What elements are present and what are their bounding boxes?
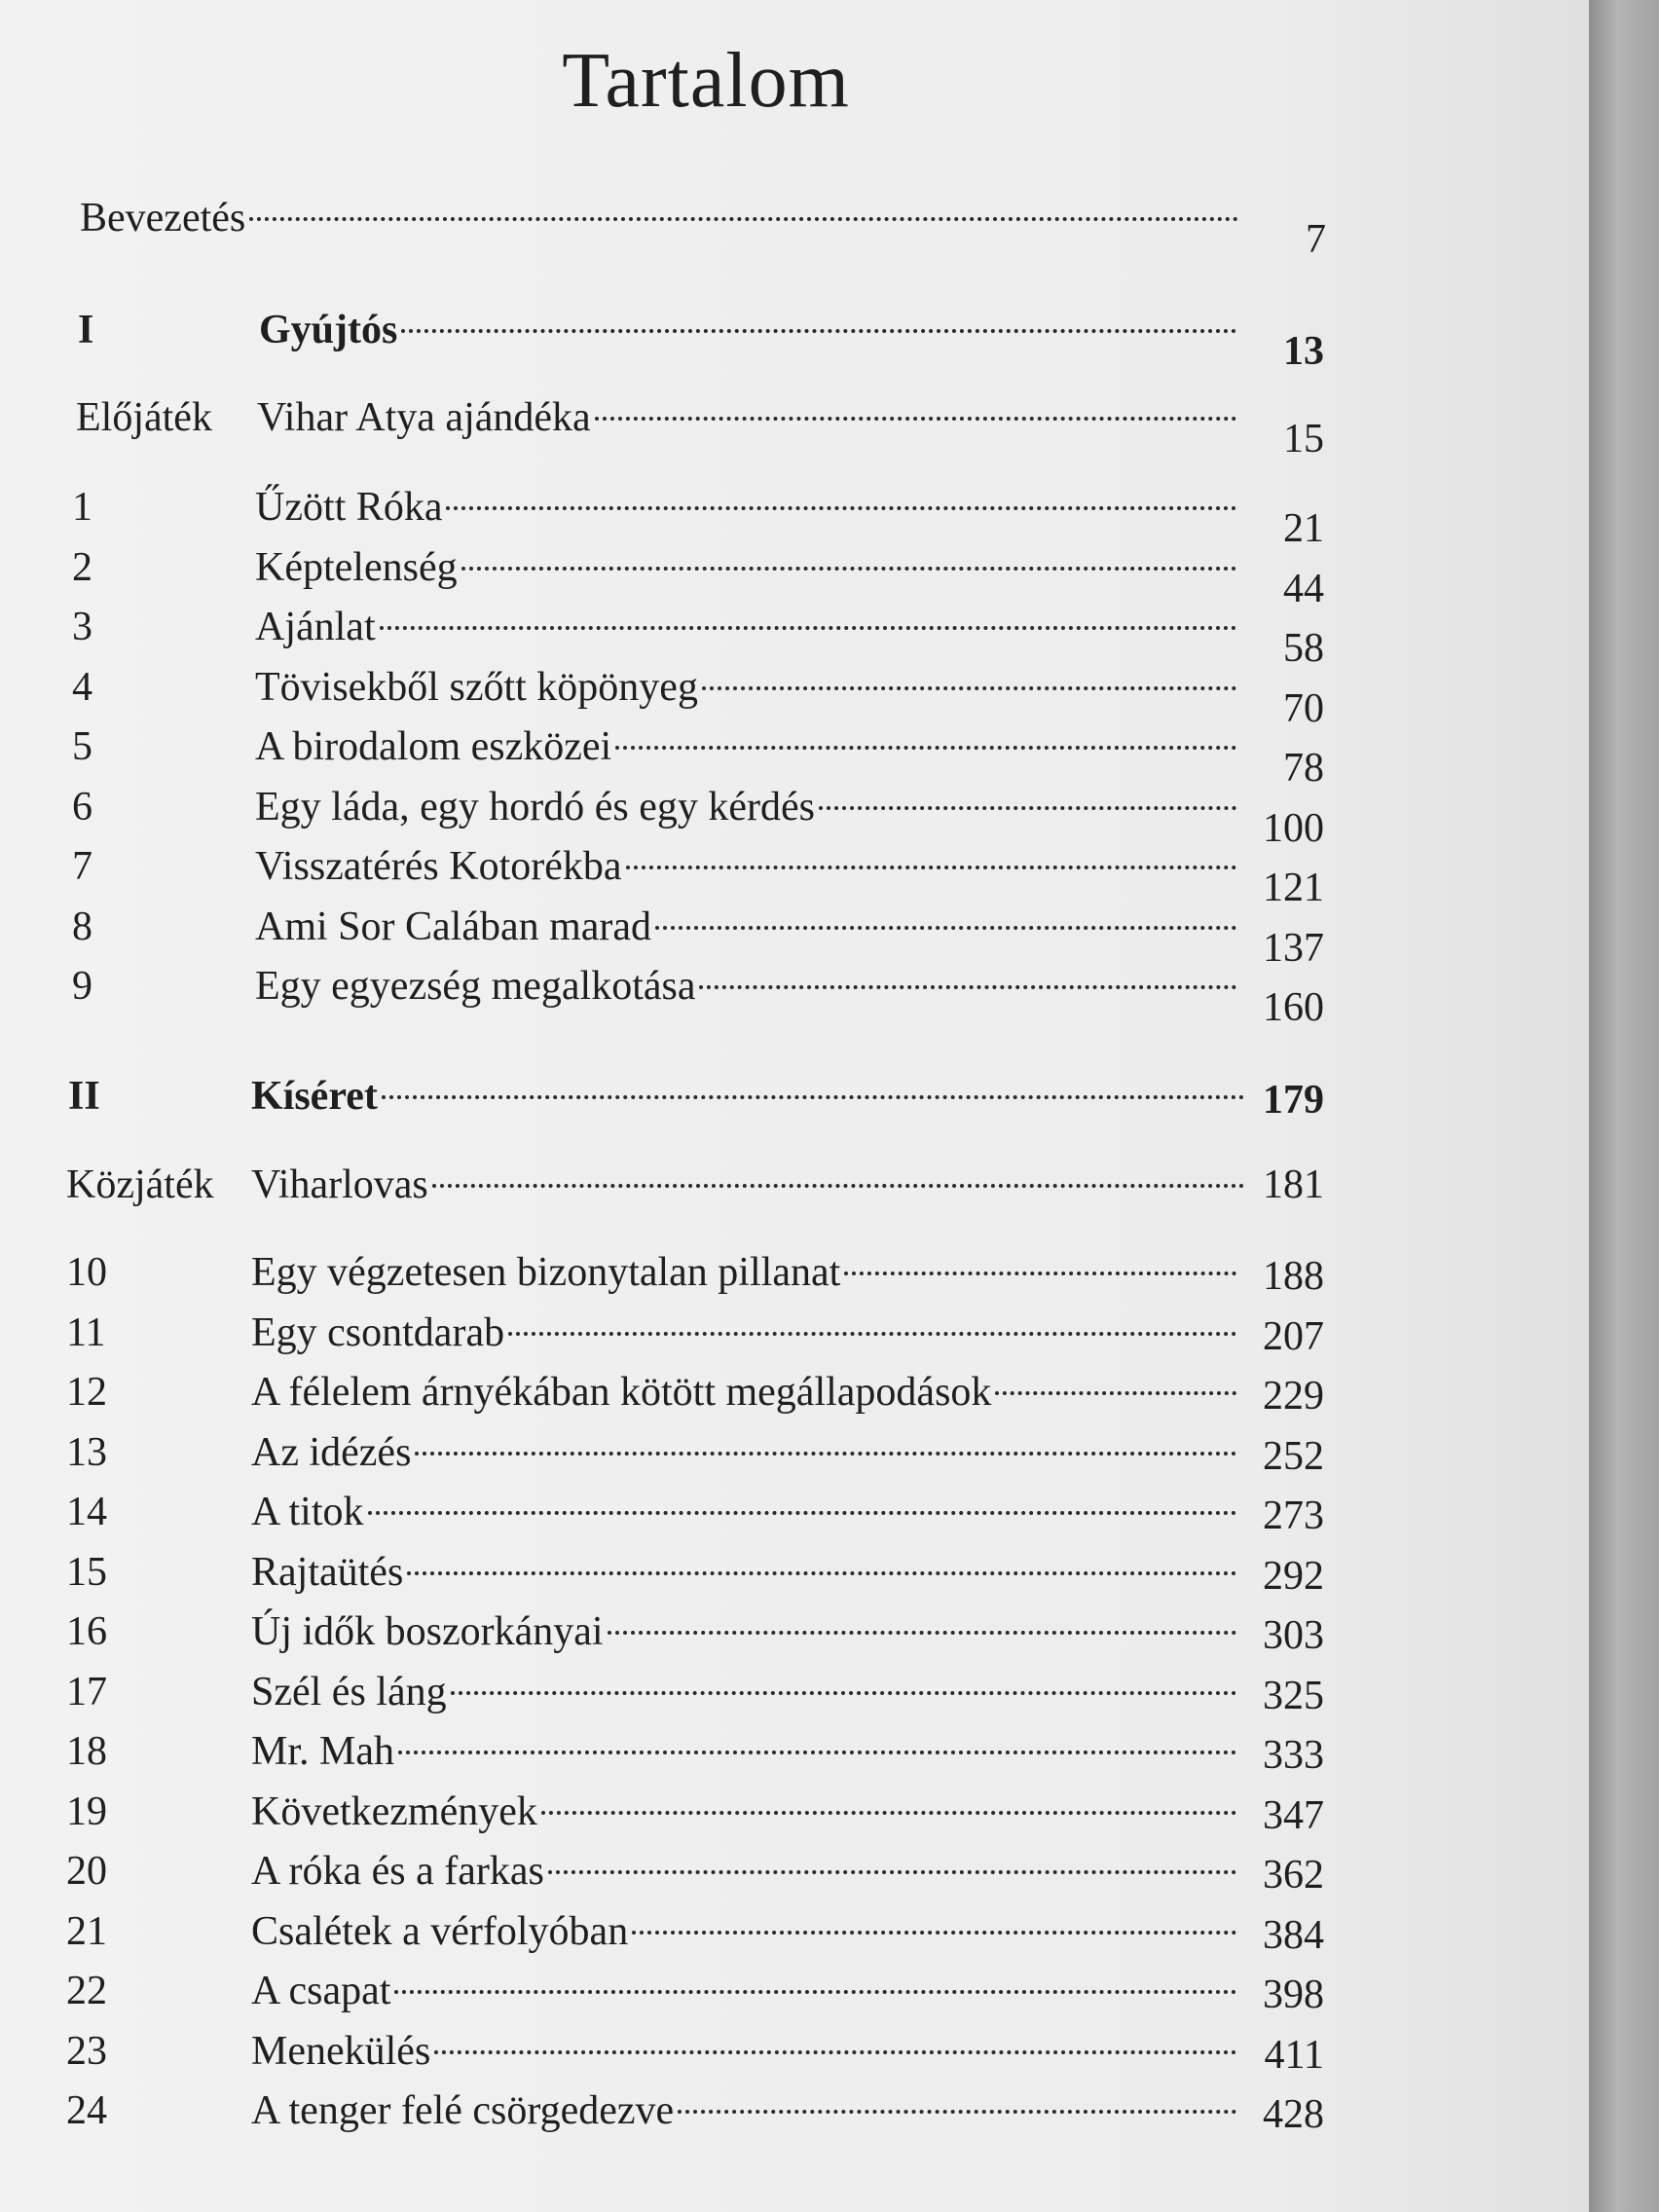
dot-leader: [249, 217, 1238, 221]
toc-label: Menekülés: [251, 2028, 431, 2074]
toc-page-number: 7: [1306, 217, 1326, 262]
toc-label: Viharlovas: [251, 1162, 428, 1207]
toc-label: Csalétek a vérfolyóban: [251, 1908, 629, 1954]
toc-entry: [72, 903, 1324, 971]
chapter-number: 17: [66, 1669, 107, 1714]
chapter-number: 24: [66, 2088, 107, 2133]
chapter-number: 4: [72, 664, 92, 710]
toc-page-number: 137: [1263, 925, 1324, 971]
dot-leader: [615, 746, 1236, 750]
toc-label: Egy egyezség megalkotása: [255, 964, 696, 1009]
toc-label: Egy végzetesen bizonytalan pillanat: [251, 1250, 841, 1295]
dot-leader: [844, 1272, 1236, 1275]
dot-leader: [995, 1391, 1236, 1395]
toc-label: Kíséret: [251, 1074, 378, 1119]
dot-leader: [398, 1751, 1236, 1754]
chapter-number: 16: [66, 1609, 107, 1654]
toc-entry: [66, 1249, 1324, 1308]
chapter-number: 23: [66, 2028, 107, 2074]
dot-leader: [380, 626, 1236, 630]
dot-leader: [451, 1691, 1236, 1695]
toc-entry: [72, 604, 1324, 671]
toc-page-number: 273: [1263, 1493, 1324, 1538]
toc-entry: [72, 963, 1324, 1030]
toc-page-number: 207: [1263, 1313, 1324, 1359]
dot-leader: [595, 417, 1236, 421]
toc-page-number: 179: [1263, 1078, 1324, 1123]
toc-page-number: 100: [1263, 805, 1324, 851]
dot-leader: [368, 1511, 1236, 1515]
dot-leader: [446, 506, 1236, 510]
toc-label: A titok: [251, 1490, 364, 1534]
entry-number: Előjáték: [76, 395, 212, 440]
toc-page-number: 160: [1263, 985, 1324, 1030]
dot-leader: [548, 1870, 1236, 1874]
toc-entry-prelude: [76, 394, 1324, 461]
toc-label: Egy láda, egy hordó és egy kérdés: [255, 784, 815, 830]
toc-page-number: 121: [1263, 866, 1324, 910]
chapter-number: 13: [66, 1429, 107, 1475]
toc-label: Tövisekből szőtt köpönyeg: [255, 664, 698, 710]
toc-label: Visszatérés Kotorékba: [255, 844, 622, 889]
toc-entry: [66, 1309, 1324, 1368]
dot-leader: [699, 985, 1236, 989]
toc-page-number: 428: [1263, 2092, 1324, 2137]
toc-page-number: 229: [1263, 1374, 1324, 1419]
dot-leader: [407, 1571, 1236, 1575]
toc-label: Bevezetés: [80, 196, 246, 240]
chapter-number: 19: [66, 1788, 107, 1834]
toc-page-number: 347: [1263, 1792, 1324, 1838]
toc-page-number: 13: [1283, 329, 1324, 374]
toc-page-number: 58: [1283, 626, 1324, 671]
dot-leader: [541, 1811, 1236, 1815]
dot-leader: [678, 2110, 1236, 2114]
toc-label: Mr. Mah: [251, 1729, 394, 1774]
toc-label: Ami Sor Calában marad: [255, 903, 652, 949]
page-title: Tartalom: [562, 38, 850, 124]
toc-entry: [66, 1848, 1324, 1906]
chapter-number: 1: [72, 485, 92, 530]
toc-entry: [66, 1669, 1324, 1727]
dot-leader: [655, 926, 1236, 930]
chapter-number: 3: [72, 605, 92, 649]
toc-label: A birodalom eszközei: [255, 724, 612, 769]
chapter-number: 8: [72, 903, 92, 949]
toc-label: Az idézés: [251, 1429, 412, 1475]
toc-label: Rajtaütés: [251, 1549, 404, 1595]
toc-page-number: 362: [1263, 1853, 1324, 1898]
toc-entry: [66, 1788, 1324, 1847]
toc-page-number: 325: [1263, 1673, 1324, 1718]
toc-page-number: 44: [1283, 566, 1324, 611]
toc-page-number: 15: [1283, 417, 1324, 461]
toc-entry: [72, 843, 1324, 910]
toc-label: A csapat: [251, 1969, 391, 2013]
toc-entry: [72, 664, 1324, 731]
toc-entry: [66, 2087, 1324, 2146]
dot-leader: [632, 1931, 1236, 1935]
chapter-number: 7: [72, 844, 92, 889]
dot-leader: [626, 866, 1236, 869]
toc-entry: [72, 723, 1324, 791]
toc-page-number: 21: [1283, 506, 1324, 551]
toc-label: Űzött Róka: [255, 485, 443, 530]
dot-leader: [608, 1631, 1236, 1635]
toc-entry: [72, 544, 1324, 611]
chapter-number: 12: [66, 1370, 107, 1415]
entry-number: Közjáték: [66, 1162, 214, 1207]
dot-leader: [394, 1990, 1236, 1994]
dot-leader: [415, 1452, 1236, 1456]
toc-entry: [66, 1489, 1324, 1547]
toc-label: Szél és láng: [251, 1669, 447, 1714]
toc-entry: [66, 1429, 1324, 1488]
toc-entry: [66, 1608, 1324, 1667]
chapter-number: 11: [66, 1309, 106, 1355]
toc-label: Új idők boszorkányai: [251, 1609, 604, 1654]
chapter-number: 6: [72, 784, 92, 830]
toc-label: Ajánlat: [255, 605, 376, 649]
toc-page-number: 333: [1263, 1733, 1324, 1778]
part-number: I: [78, 308, 94, 352]
chapter-number: 14: [66, 1490, 107, 1534]
toc-page-number: 78: [1283, 746, 1324, 791]
dot-leader: [461, 567, 1236, 571]
toc-page-number: 188: [1263, 1254, 1324, 1299]
toc-page-number: 252: [1263, 1433, 1324, 1479]
toc-label: A tenger felé csörgedezve: [251, 2088, 675, 2133]
dot-leader: [434, 2050, 1236, 2054]
toc-page-number: 292: [1263, 1553, 1324, 1599]
toc-page-number: 384: [1263, 1912, 1324, 1958]
chapter-number: 18: [66, 1729, 107, 1774]
toc-label: Vihar Atya ajándéka: [257, 395, 591, 440]
toc-label: A róka és a farkas: [251, 1849, 544, 1894]
toc-entry: [72, 484, 1324, 551]
toc-entry: [66, 1728, 1324, 1787]
toc-part-1: [78, 307, 1324, 374]
toc-page-number: 70: [1283, 685, 1324, 731]
toc-page-number: 398: [1263, 1972, 1324, 2017]
toc-entry: [66, 2028, 1324, 2086]
part-number: II: [68, 1074, 100, 1119]
toc-label: A félelem árnyékában kötött megállapodások: [251, 1370, 992, 1415]
toc-entry: [66, 1369, 1324, 1427]
dot-leader: [432, 1184, 1244, 1188]
page-edge: [1589, 0, 1659, 2212]
toc-label: Következmények: [251, 1788, 537, 1834]
chapter-number: 22: [66, 1969, 107, 2013]
chapter-number: 10: [66, 1250, 107, 1295]
dot-leader: [508, 1332, 1236, 1336]
dot-leader: [819, 806, 1236, 810]
toc-entry: [72, 784, 1324, 851]
toc-entry: [66, 1908, 1324, 1967]
dot-leader: [702, 686, 1236, 690]
dot-leader: [382, 1095, 1244, 1099]
toc-page-number: 303: [1263, 1613, 1324, 1658]
chapter-number: 5: [72, 724, 92, 769]
toc-entry: [66, 1549, 1324, 1607]
toc-entry: [66, 1968, 1324, 2026]
toc-entry-intro: [80, 195, 1326, 262]
chapter-number: 15: [66, 1549, 107, 1595]
chapter-number: 20: [66, 1849, 107, 1894]
toc-label: Képtelenség: [255, 544, 458, 590]
toc-page-number: 181: [1263, 1162, 1324, 1207]
dot-leader: [401, 329, 1236, 333]
toc-label: Gyújtós: [259, 308, 398, 352]
toc-part-2: [68, 1073, 1324, 1131]
chapter-number: 9: [72, 964, 92, 1009]
toc-label: Egy csontdarab: [251, 1309, 505, 1355]
toc-entry-interlude: [66, 1161, 1324, 1220]
chapter-number: 2: [72, 544, 92, 590]
toc-page-number: 411: [1264, 2032, 1324, 2078]
chapter-number: 21: [66, 1908, 107, 1954]
